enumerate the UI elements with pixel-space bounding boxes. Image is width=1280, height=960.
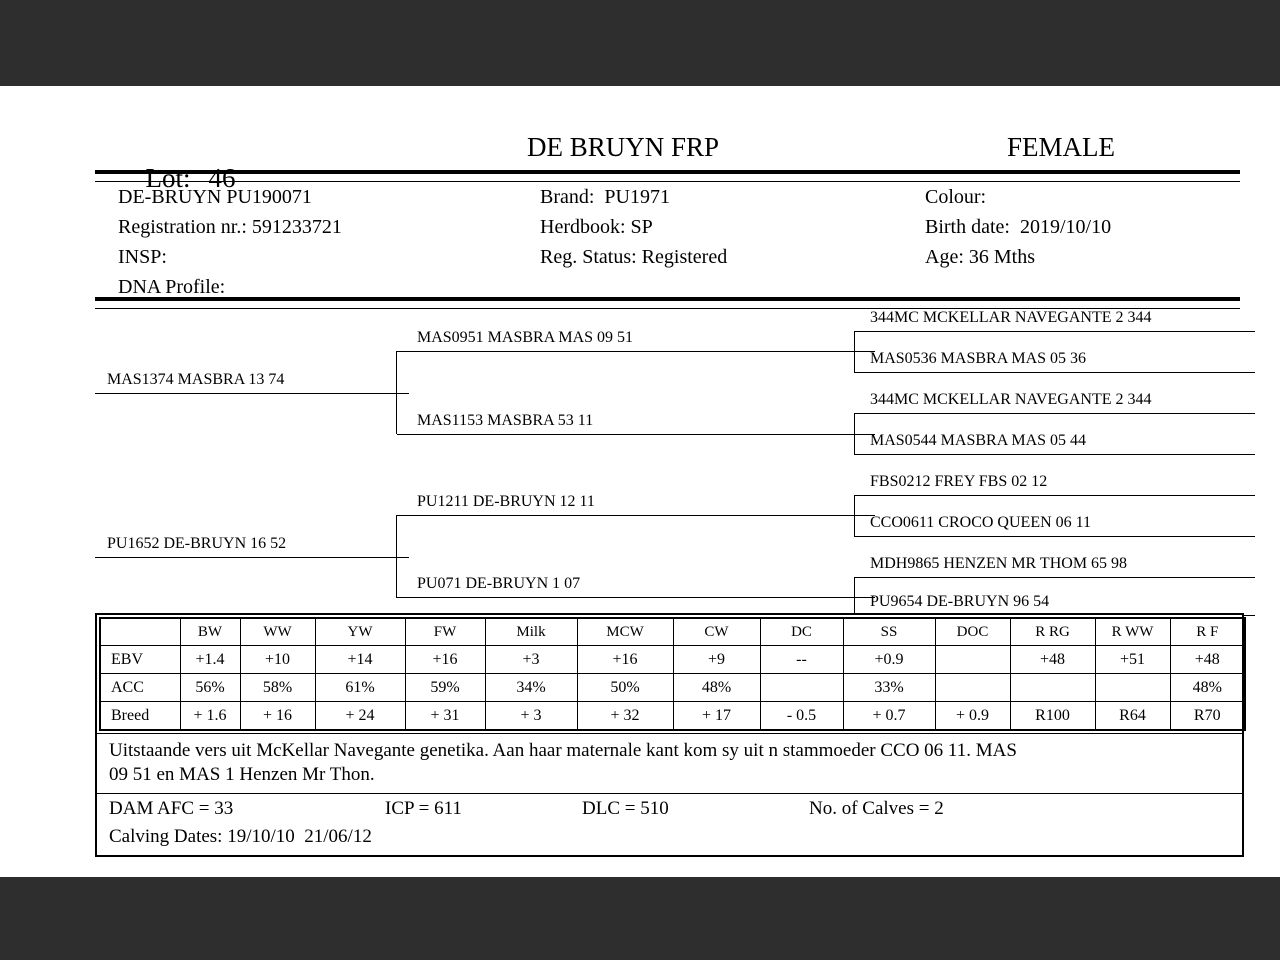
calving-dates: Calving Dates: 19/10/10 21/06/12 xyxy=(109,826,372,847)
pedigree-sire: MAS1374 MASBRA 13 74 xyxy=(95,370,409,394)
ebv-values-row xyxy=(100,646,1245,674)
birth-date-field: Birth date: 2019/10/10 xyxy=(925,216,1112,238)
ebv-value: +16 xyxy=(577,646,673,674)
lot-number: 46 xyxy=(208,163,236,193)
page-title: DE BRUYN FRP xyxy=(526,132,720,162)
acc-value xyxy=(1095,674,1170,702)
comment-text xyxy=(97,734,1242,793)
info-column-right xyxy=(925,182,1111,272)
breed-value: - 0.5 xyxy=(760,702,843,731)
breed-value: + 31 xyxy=(405,702,485,731)
pedigree-gen3-entry-6: CCO0611 CROCO QUEEN 06 11 xyxy=(855,513,1255,537)
acc-value xyxy=(935,674,1010,702)
header-rule xyxy=(95,170,1240,182)
ebv-header-row xyxy=(100,618,1245,646)
pedigree-gen2-sire-dam: MAS1153 MASBRA 53 11 xyxy=(397,411,875,435)
ebv-col-mcw: MCW xyxy=(577,618,673,646)
ebv-value: +3 xyxy=(485,646,577,674)
breed-value: + 16 xyxy=(240,702,315,731)
ebv-value: +51 xyxy=(1095,646,1170,674)
ebv-value: +10 xyxy=(240,646,315,674)
breed-value: + 0.9 xyxy=(935,702,1010,731)
acc-value xyxy=(760,674,843,702)
reg-status-field: Reg. Status: Registered xyxy=(540,246,728,268)
acc-value: 58% xyxy=(240,674,315,702)
ebv-col-rf: R F xyxy=(1170,618,1245,646)
acc-value: 61% xyxy=(315,674,405,702)
ebv-value: +1.4 xyxy=(180,646,240,674)
acc-value: 59% xyxy=(405,674,485,702)
insp-field: INSP: xyxy=(118,246,167,268)
dna-profile-field: DNA Profile: xyxy=(118,276,226,298)
pedigree-connector xyxy=(854,577,855,615)
ebv-col-ww: WW xyxy=(240,618,315,646)
pedigree-gen2-dam-sire: PU1211 DE-BRUYN 12 11 xyxy=(397,492,875,516)
ebv-col-bw: BW xyxy=(180,618,240,646)
dam-number-of-calves: No. of Calves = 2 xyxy=(809,798,944,819)
ebv-table-wrapper xyxy=(97,615,1242,734)
breed-value: + 0.7 xyxy=(843,702,935,731)
acc-value: 48% xyxy=(673,674,760,702)
pedigree-gen3-entry-7: MDH9865 HENZEN MR THOM 65 98 xyxy=(855,554,1255,578)
acc-value: 50% xyxy=(577,674,673,702)
ebv-corner-cell xyxy=(100,618,180,646)
age-field: Age: 36 Mths xyxy=(925,246,1035,268)
ebv-value: +9 xyxy=(673,646,760,674)
pedigree-connector xyxy=(854,413,855,455)
bottom-letterbox xyxy=(0,877,1280,960)
ebv-value: +48 xyxy=(1010,646,1095,674)
dam-section xyxy=(97,793,1242,855)
breed-values-row xyxy=(100,702,1245,731)
breed-value: + 24 xyxy=(315,702,405,731)
acc-value: 33% xyxy=(843,674,935,702)
ebv-col-milk: Milk xyxy=(485,618,577,646)
dam-stats-row xyxy=(97,798,1242,824)
ebv-col-doc: DOC xyxy=(935,618,1010,646)
ebv-col-ss: SS xyxy=(843,618,935,646)
brand-field: Brand: PU1971 xyxy=(540,186,670,208)
breed-value: + 17 xyxy=(673,702,760,731)
acc-row-label: ACC xyxy=(100,674,180,702)
breed-value: R100 xyxy=(1010,702,1095,731)
breed-value: + 1.6 xyxy=(180,702,240,731)
pedigree-connector xyxy=(854,495,855,537)
breed-row-label: Breed xyxy=(100,702,180,731)
catalog-page xyxy=(0,86,1280,877)
ebv-and-notes-box xyxy=(95,613,1244,857)
pedigree-gen3-entry-4: MAS0544 MASBRA MAS 05 44 xyxy=(855,431,1255,455)
breed-value: + 3 xyxy=(485,702,577,731)
animal-id: DE-BRUYN PU190071 xyxy=(118,186,312,208)
breed-value: + 32 xyxy=(577,702,673,731)
pedigree-gen2-sire-sire: MAS0951 MASBRA MAS 09 51 xyxy=(397,328,875,352)
ebv-col-yw: YW xyxy=(315,618,405,646)
info-column-left xyxy=(118,182,342,302)
acc-value: 34% xyxy=(485,674,577,702)
ebv-row-label: EBV xyxy=(100,646,180,674)
pedigree-dam: PU1652 DE-BRUYN 16 52 xyxy=(95,534,409,558)
top-letterbox xyxy=(0,0,1280,86)
pedigree-connector xyxy=(396,515,397,598)
ebv-col-fw: FW xyxy=(405,618,485,646)
pedigree-connector xyxy=(396,351,397,434)
acc-value xyxy=(1010,674,1095,702)
ebv-col-rww: R WW xyxy=(1095,618,1170,646)
ebv-value xyxy=(935,646,1010,674)
lot-label: Lot: xyxy=(145,163,191,193)
breed-value: R64 xyxy=(1095,702,1170,731)
dam-dlc: DLC = 510 xyxy=(582,798,669,819)
pedigree-gen3-entry-8: PU9654 DE-BRUYN 96 54 xyxy=(855,592,1255,616)
pedigree-gen3-entry-2: MAS0536 MASBRA MAS 05 36 xyxy=(855,349,1255,373)
ebv-value: -- xyxy=(760,646,843,674)
sex-label: FEMALE xyxy=(1007,132,1115,162)
ebv-value: +14 xyxy=(315,646,405,674)
pedigree-gen2-dam-dam: PU071 DE-BRUYN 1 07 xyxy=(397,574,875,598)
acc-value: 56% xyxy=(180,674,240,702)
registration-number: Registration nr.: 591233721 xyxy=(118,216,342,238)
acc-values-row xyxy=(100,674,1245,702)
ebv-table xyxy=(99,617,1246,731)
dam-icp: ICP = 611 xyxy=(385,798,462,819)
info-column-middle xyxy=(540,182,727,272)
comment-line-1: Uitstaande vers uit McKellar Navegante genetika. Aan haar maternale kant kom sy uit n stammoeder CCO 06 11. MAS xyxy=(109,740,1017,761)
dam-afc: DAM AFC = 33 xyxy=(109,798,234,819)
breed-value: R70 xyxy=(1170,702,1245,731)
ebv-col-rrg: R RG xyxy=(1010,618,1095,646)
colour-field: Colour: xyxy=(925,186,987,208)
ebv-value: +48 xyxy=(1170,646,1245,674)
pedigree-gen3-entry-1: 344MC MCKELLAR NAVEGANTE 2 344 xyxy=(855,308,1255,332)
ebv-col-cw: CW xyxy=(673,618,760,646)
comment-line-2: 09 51 en MAS 1 Henzen Mr Thon. xyxy=(109,764,375,785)
herdbook-field: Herdbook: SP xyxy=(540,216,653,238)
ebv-value: +0.9 xyxy=(843,646,935,674)
ebv-value: +16 xyxy=(405,646,485,674)
pedigree-gen3-entry-5: FBS0212 FREY FBS 02 12 xyxy=(855,472,1255,496)
ebv-col-dc: DC xyxy=(760,618,843,646)
pedigree-connector xyxy=(854,331,855,373)
acc-value: 48% xyxy=(1170,674,1245,702)
pedigree-gen3-entry-3: 344MC MCKELLAR NAVEGANTE 2 344 xyxy=(855,390,1255,414)
